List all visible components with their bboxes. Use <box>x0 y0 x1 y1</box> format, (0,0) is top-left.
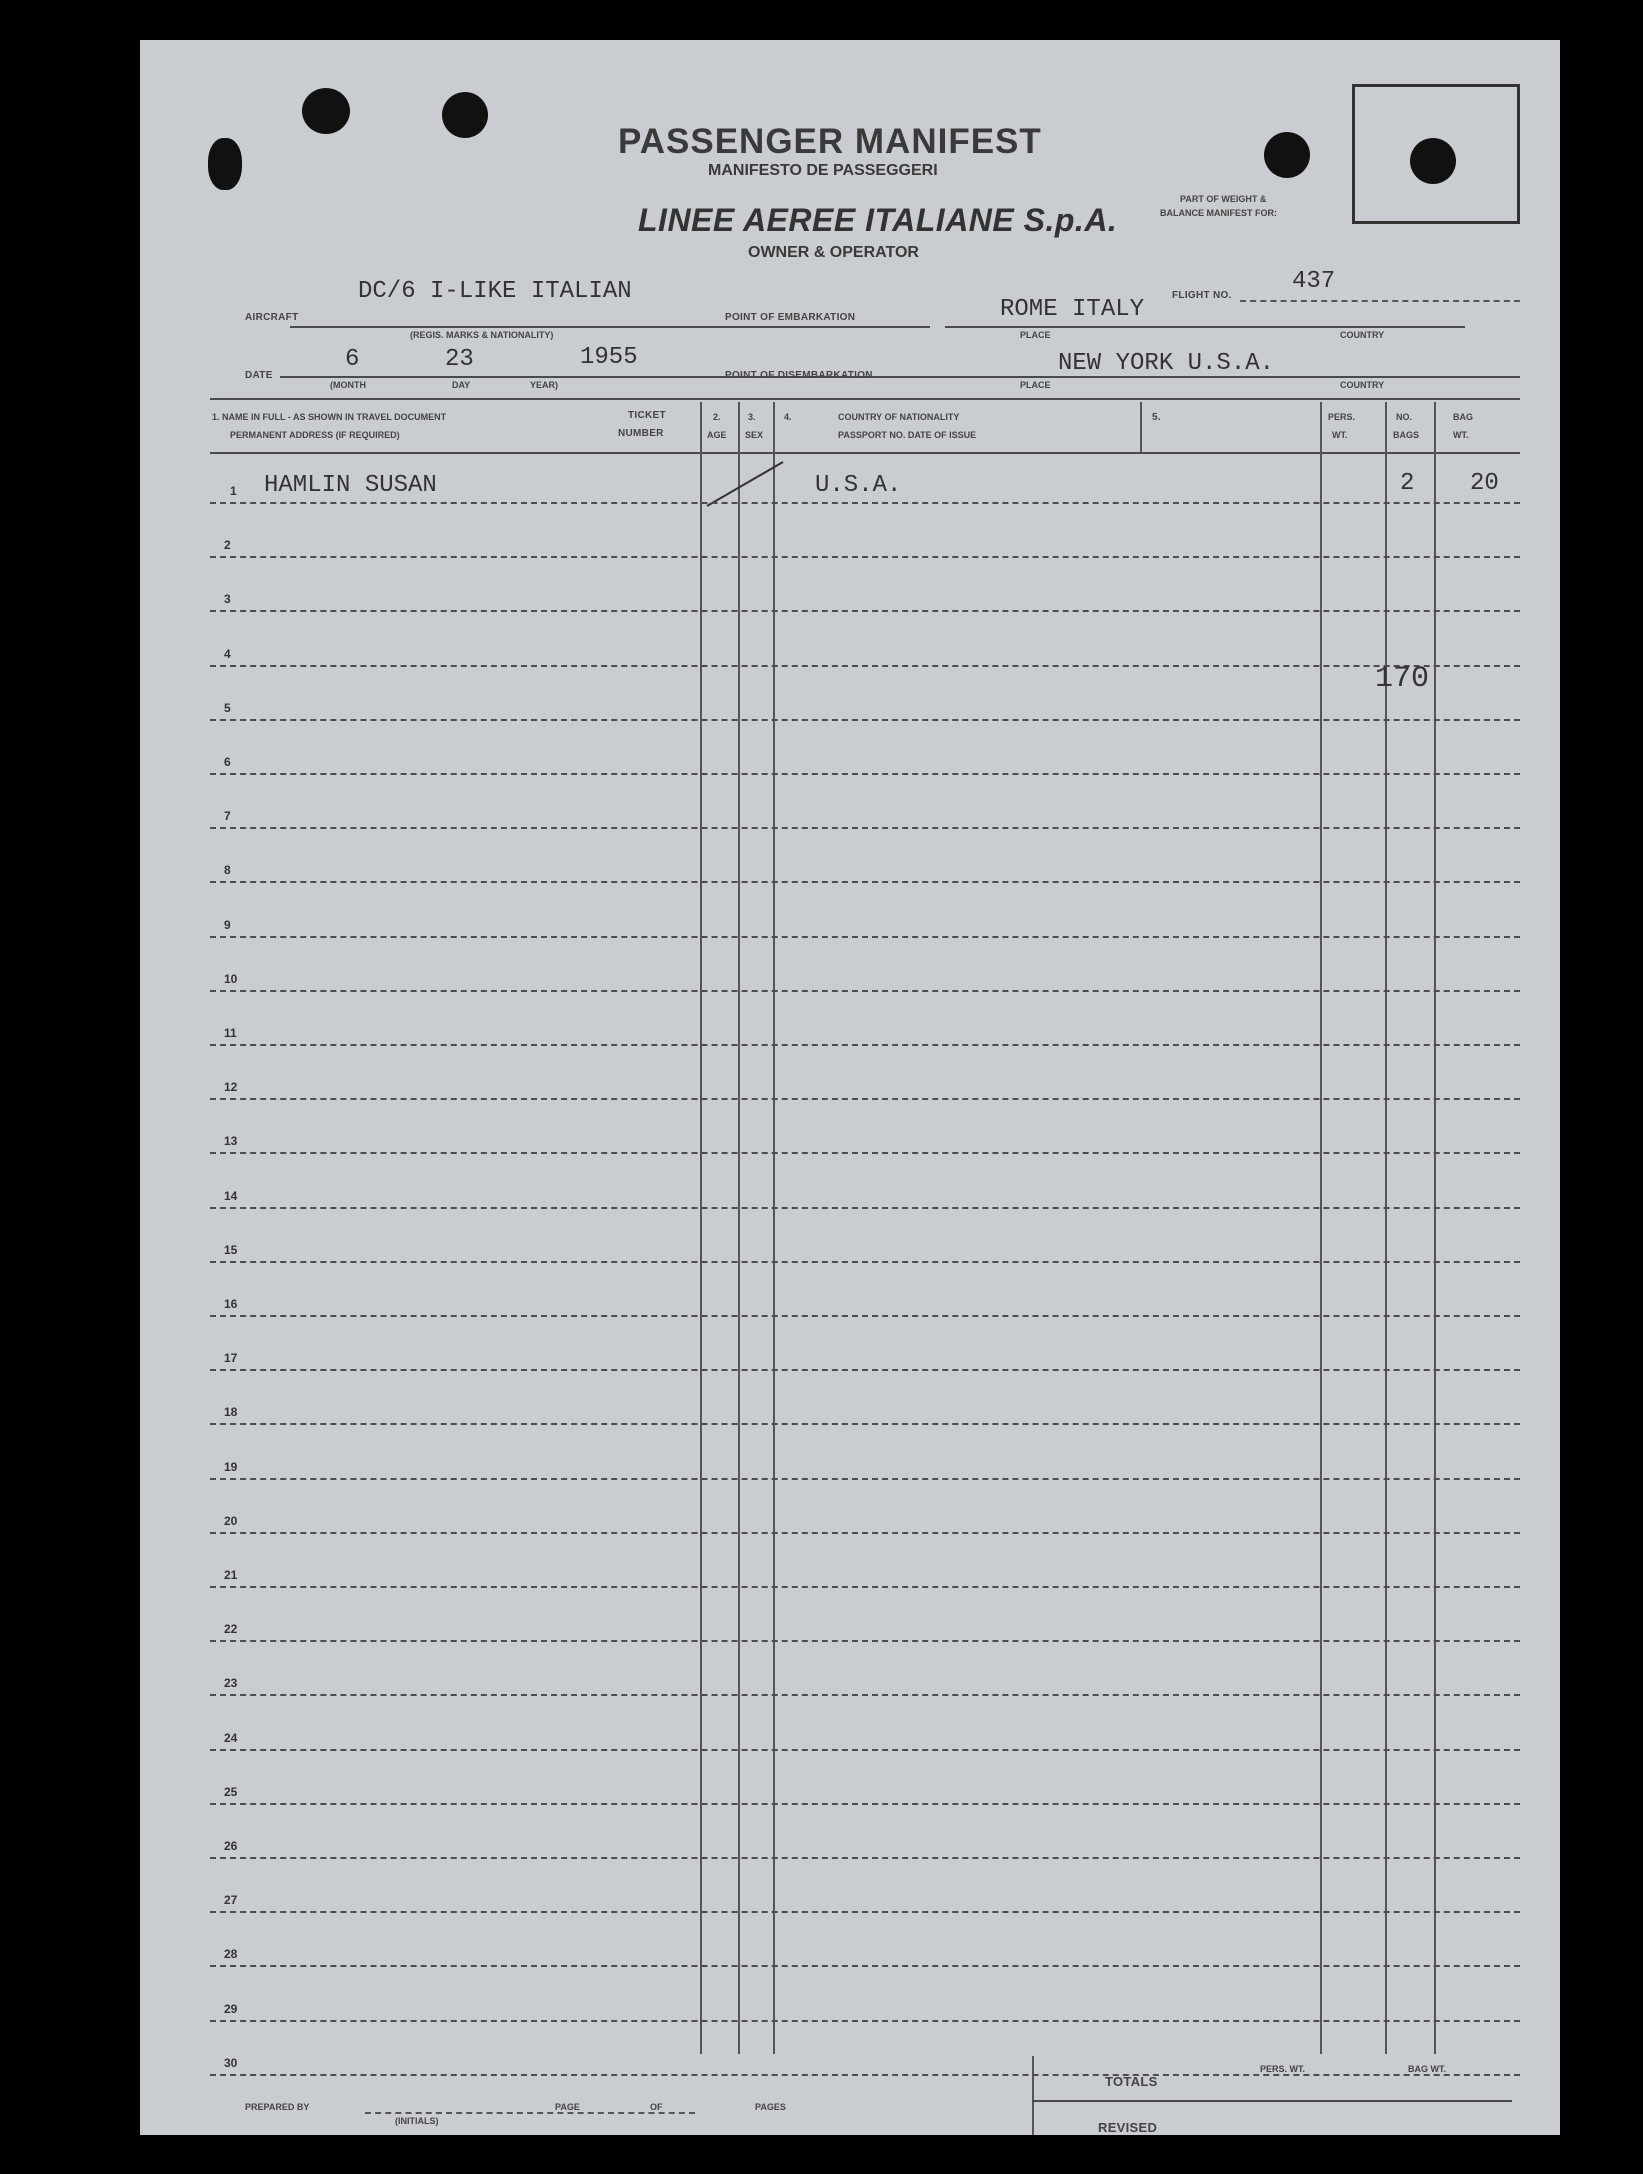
row-line <box>210 936 1520 938</box>
row-line <box>210 2020 1520 2022</box>
punch-hole <box>208 138 242 190</box>
row-line <box>210 1911 1520 1913</box>
col-bagwt-header-1: BAG <box>1453 412 1473 422</box>
page-title-italian: MANIFESTO DE PASSEGGERI <box>708 162 938 179</box>
year-label: YEAR) <box>530 380 559 390</box>
row-number: 13 <box>224 1134 238 1149</box>
aircraft-sublabel: (REGIS. MARKS & NATIONALITY) <box>410 330 554 340</box>
row-number: 29 <box>224 2001 238 2016</box>
row-number: 1 <box>230 484 237 498</box>
row-line <box>210 1803 1520 1805</box>
col-nat-header-1: COUNTRY OF NATIONALITY <box>838 412 960 422</box>
weight-note-170: 170 <box>1375 662 1430 696</box>
col-age-header-1: 2. <box>713 412 721 422</box>
row-line <box>210 1640 1520 1642</box>
initials-label: (INITIALS) <box>395 2116 439 2126</box>
col-bags-header-2: BAGS <box>1393 430 1420 440</box>
row-line <box>210 827 1520 829</box>
weight-note-1: PART OF WEIGHT & <box>1180 194 1267 204</box>
row-line <box>210 773 1520 775</box>
row-number: 11 <box>224 1026 237 1040</box>
row-line <box>210 1857 1520 1859</box>
row-number: 24 <box>224 1730 238 1745</box>
row-number: 9 <box>224 917 231 932</box>
totals-label: TOTALS <box>1105 2074 1158 2089</box>
col-name-header-2: PERMANENT ADDRESS (IF REQUIRED) <box>230 430 400 440</box>
country-label: COUNTRY <box>1340 330 1385 340</box>
col-ticket-header-2: NUMBER <box>618 428 664 439</box>
row-line <box>210 990 1520 992</box>
row-line <box>210 881 1520 883</box>
place-label: PLACE <box>1020 330 1051 340</box>
row-number: 6 <box>224 755 231 769</box>
row-number: 30 <box>224 2055 238 2070</box>
owner-operator: OWNER & OPERATOR <box>748 244 919 261</box>
stamp-box <box>1352 84 1520 224</box>
row-line <box>210 1965 1520 1967</box>
row-number: 28 <box>224 1947 238 1962</box>
col-pers-header-1: PERS. <box>1328 412 1356 422</box>
col-bags-header-1: NO. <box>1396 412 1413 422</box>
disembarkation-value: NEW YORK U.S.A. <box>1058 350 1275 377</box>
row-number: 5 <box>224 700 231 715</box>
month-label: (MONTH <box>330 380 366 390</box>
row-number: 14 <box>224 1188 238 1203</box>
pages-label: PAGES <box>755 2102 786 2112</box>
row-line <box>210 1694 1520 1696</box>
row-line <box>210 556 1520 558</box>
row-number: 17 <box>224 1351 238 1366</box>
passenger-bag-weight: 20 <box>1470 470 1499 497</box>
row-number: 8 <box>224 863 231 878</box>
date-year: 1955 <box>580 344 638 371</box>
row-number: 10 <box>224 971 238 986</box>
row-number: 3 <box>224 592 231 607</box>
col-sex-header-1: 3. <box>748 412 756 422</box>
row-line <box>210 502 1520 504</box>
row-number: 27 <box>224 1893 238 1908</box>
aircraft-value: DC/6 I-LIKE ITALIAN <box>358 278 632 305</box>
prepared-by-label: PREPARED BY <box>245 2102 310 2112</box>
airline-name: LINEE AEREE ITALIANE S.p.A. <box>638 202 1118 238</box>
row-number: 15 <box>224 1242 238 1257</box>
of-label: OF <box>650 2102 663 2112</box>
row-line <box>210 1423 1520 1425</box>
disembarkation-label: POINT OF DISEMBARKATION <box>725 370 873 381</box>
row-number: 18 <box>224 1405 238 1420</box>
manifest-page <box>140 40 1560 2135</box>
row-line <box>210 1098 1520 1100</box>
col-bagwt-header-2: WT. <box>1453 430 1469 440</box>
row-number: 12 <box>224 1080 238 1095</box>
row-number: 7 <box>224 809 231 824</box>
row-line <box>210 665 1520 667</box>
col-name-header-1: 1. NAME IN FULL - AS SHOWN IN TRAVEL DOCUMENT <box>212 412 447 422</box>
col-ticket-header-1: TICKET <box>628 410 666 421</box>
row-line <box>210 719 1520 721</box>
row-number: 22 <box>224 1622 238 1637</box>
embarkation-value: ROME ITALY <box>1000 296 1145 323</box>
embarkation-label: POINT OF EMBARKATION <box>725 312 856 323</box>
row-line <box>210 1586 1520 1588</box>
page-title: PASSENGER MANIFEST <box>618 122 1042 161</box>
col-nat-num: 4. <box>784 412 792 422</box>
col-sex-header-2: SEX <box>745 430 764 440</box>
aircraft-label: AIRCRAFT <box>245 312 299 323</box>
date-day: 23 <box>445 346 474 373</box>
country-label-2: COUNTRY <box>1340 380 1385 390</box>
passenger-name: HAMLIN SUSAN <box>264 472 437 499</box>
row-line <box>210 1044 1520 1046</box>
row-number: 21 <box>224 1568 238 1582</box>
date-month: 6 <box>345 346 360 373</box>
date-label: DATE <box>245 370 273 381</box>
row-line <box>210 1478 1520 1480</box>
col-5-header: 5. <box>1152 412 1161 423</box>
age-sex-slash <box>705 458 785 508</box>
punch-hole <box>1264 132 1310 178</box>
row-line <box>210 1261 1520 1263</box>
col-nat-header-2: PASSPORT NO. DATE OF ISSUE <box>838 430 977 440</box>
revised-label: REVISED <box>1098 2120 1158 2135</box>
day-label: DAY <box>452 380 471 390</box>
row-line <box>210 1207 1520 1209</box>
row-number: 4 <box>224 646 231 661</box>
row-number: 23 <box>224 1676 238 1691</box>
row-line <box>210 610 1520 612</box>
col-pers-header-2: WT. <box>1332 430 1348 440</box>
footer-pers-wt: PERS. WT. <box>1260 2064 1306 2074</box>
row-line <box>210 1315 1520 1317</box>
weight-note-2: BALANCE MANIFEST FOR: <box>1160 208 1277 218</box>
passenger-nationality: U.S.A. <box>815 472 902 499</box>
flight-label: FLIGHT NO. <box>1172 290 1232 301</box>
passenger-bags: 2 <box>1400 470 1415 497</box>
col-age-header-2: AGE <box>707 430 727 440</box>
row-line <box>210 2074 1520 2076</box>
footer-bag-wt: BAG WT. <box>1408 2064 1446 2074</box>
row-number: 16 <box>224 1297 238 1311</box>
row-line <box>210 1152 1520 1154</box>
row-number: 20 <box>224 1513 238 1528</box>
punch-hole <box>442 92 488 138</box>
row-number: 19 <box>224 1459 238 1474</box>
row-line <box>210 1369 1520 1371</box>
row-number: 26 <box>224 1839 238 1853</box>
row-number: 25 <box>224 1784 238 1799</box>
punch-hole <box>302 88 350 134</box>
place-label-2: PLACE <box>1020 380 1051 390</box>
flight-value: 437 <box>1292 268 1336 295</box>
row-line <box>210 1532 1520 1534</box>
row-number: 2 <box>224 538 231 553</box>
page-label: PAGE <box>555 2102 580 2112</box>
row-line <box>210 1749 1520 1751</box>
